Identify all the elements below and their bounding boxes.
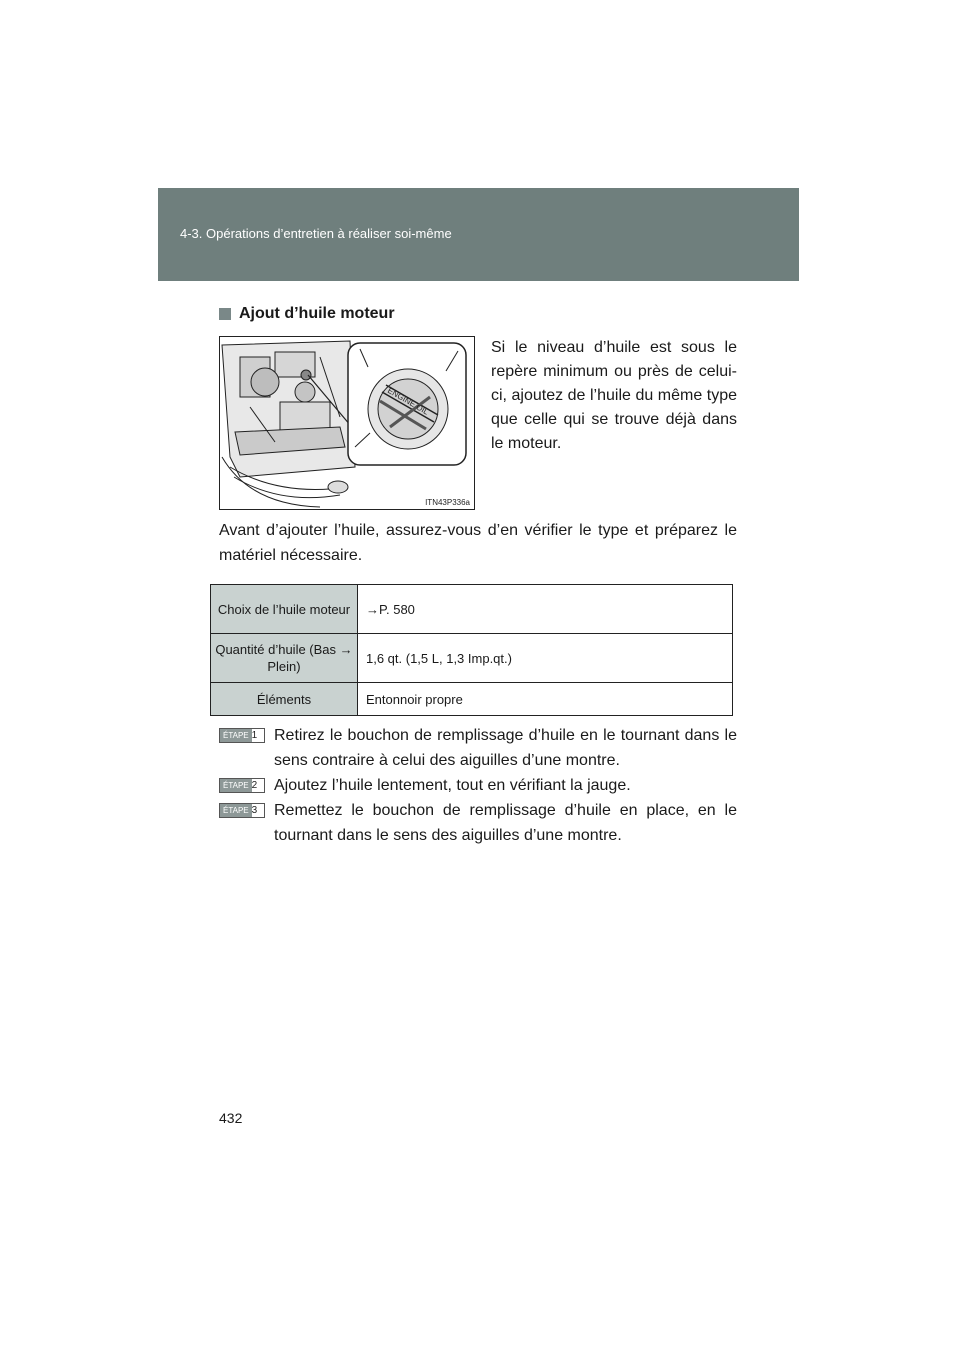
table-label: Éléments [211,683,358,716]
table-label: Choix de l’huile moteur [211,585,358,634]
step-badge [219,778,265,793]
step-badge-number: 3 [252,804,264,817]
table-value: Entonnoir propre [358,683,733,716]
engine-illustration [219,336,475,510]
engine-drawing [220,337,475,510]
step-badge-label: ÉTAPE [220,779,252,792]
table-label: Quantité d’huile (Bas → Plein) [211,634,358,683]
section-title-text: Ajout d’huile moteur [239,305,395,322]
page-number: 432 [219,1110,243,1126]
chapter-title: 4-3. Opérations d’entretien à réaliser soi-même [180,226,452,241]
table-row [211,585,733,634]
section-title [219,305,395,323]
oil-spec-table [210,584,733,716]
table-value: →P. 580 [358,585,733,634]
step-item [219,798,737,848]
step-badge-number: 2 [252,779,264,792]
step-badge-label: ÉTAPE [220,804,252,817]
figure-code: ITN43P336a [425,498,470,507]
intro-paragraph: Avant d’ajouter l’huile, assurez-vous d’en vérifier le type et préparez le matériel nécessaire. [219,522,737,564]
chapter-header [158,188,799,281]
step-text: Retirez le bouchon de remplissage d’huile en le tournant dans le sens contraire à celui des aiguilles d’une montre. [274,727,737,769]
table-row [211,634,733,683]
table-value: 1,6 qt. (1,5 L, 1,3 Imp.qt.) [358,634,733,683]
step-badge-number: 1 [252,729,264,742]
step-text: Remettez le bouchon de remplissage d’huile en place, en le tournant dans le sens des aiguilles d’une montre. [274,802,737,844]
step-badge [219,803,265,818]
step-badge [219,728,265,743]
step-text: Ajoutez l’huile lentement, tout en vérifiant la jauge. [274,777,631,794]
cap-label: ENGINE OIL [386,385,431,417]
step-badge-label: ÉTAPE [220,729,252,742]
table-row [211,683,733,716]
figure-description: Si le niveau d’huile est sous le repère minimum ou près de celui-ci, ajoutez de l’huile du même type que celle qui se trouve déjà dans le moteur. [491,339,737,452]
step-list [219,723,737,848]
step-item [219,773,737,798]
step-item [219,723,737,773]
square-bullet-icon [219,308,231,320]
